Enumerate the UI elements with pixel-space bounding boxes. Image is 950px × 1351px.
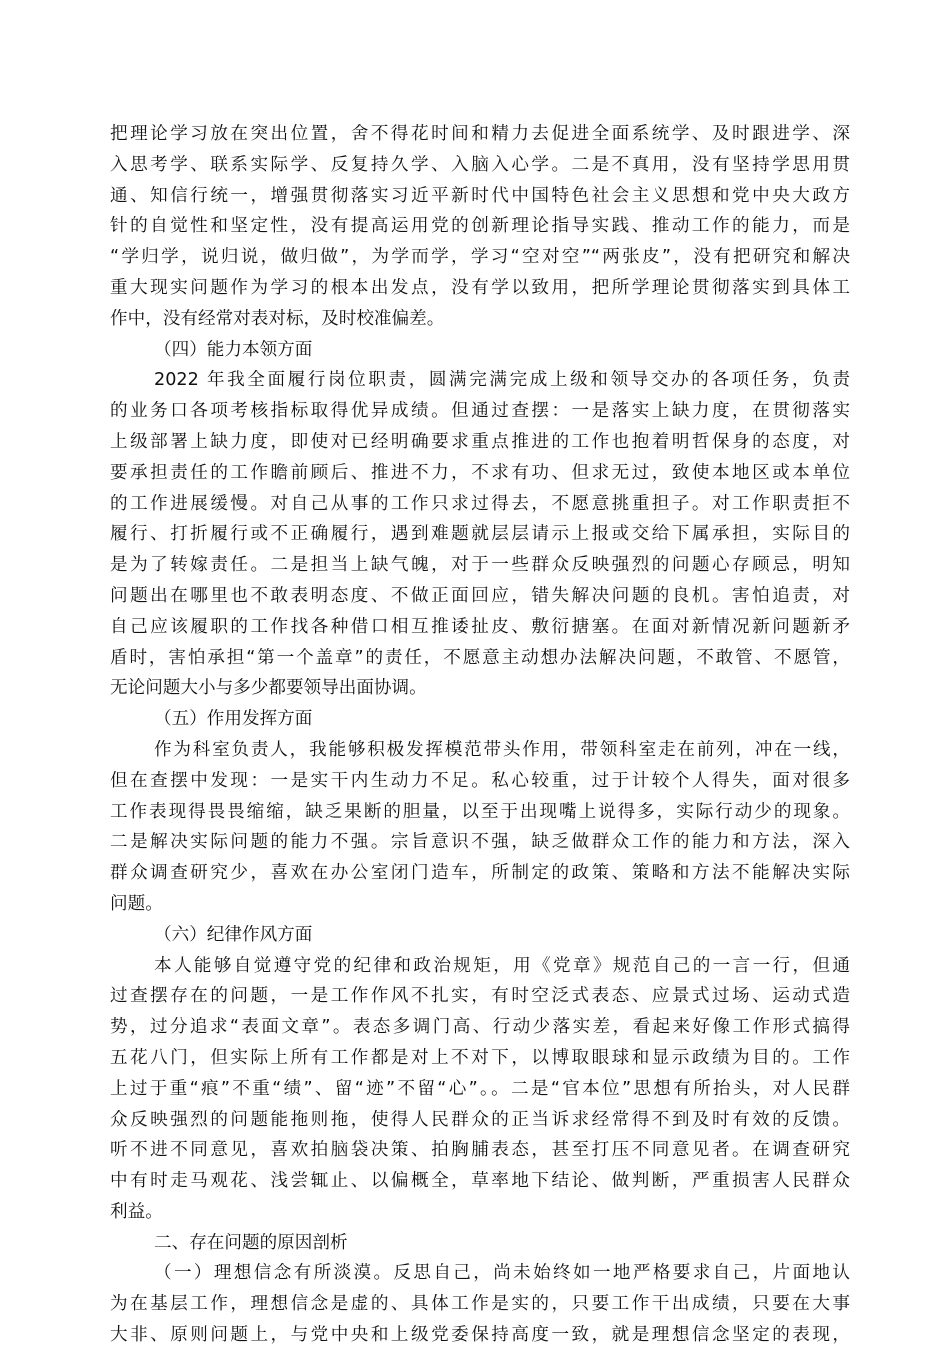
- text-line: 本人能够自觉遵守党的纪律和政治规矩，用《党章》规范自己的一言一行，但通: [154, 955, 850, 976]
- section-heading: （四）能力本领方面: [154, 339, 313, 360]
- document-body: [110, 119, 850, 1351]
- text-line: 但在查摆中发现：一是实干内生动力不足。私心较重，过于计较个人得失，面对很多: [110, 770, 850, 791]
- text-line: 的业务口各项考核指标取得优异成绩。但通过查摆：一是落实上缺力度，在贯彻落实: [110, 401, 850, 422]
- text-line: 自己应该履职的工作找各种借口相互推诿扯皮、敷衍搪塞。在面对新情况新问题新矛: [110, 616, 850, 637]
- text-line: 工作表现得畏畏缩缩，缺乏果断的胆量，以至于出现嘴上说得多，实际行动少的现象。: [110, 801, 850, 822]
- text-line: 五花八门，但实际上所有工作都是对上不对下，以博取眼球和显示政绩为目的。工作: [110, 1047, 850, 1068]
- part-heading: 二、存在问题的原因剖析: [154, 1232, 348, 1253]
- text-line: 众反映强烈的问题能拖则拖，使得人民群众的正当诉求经常得不到及时有效的反馈。: [110, 1109, 850, 1130]
- text-line: 听不进不同意见，喜欢拍脑袋决策、拍胸脯表态，甚至打压不同意见者。在调查研究: [110, 1140, 850, 1161]
- text-line: 势，过分追求“表面文章”。表态多调门高、行动少落实差，看起来好像工作形式搞得: [110, 1017, 850, 1038]
- text-line: 利益。: [110, 1201, 163, 1222]
- text-line: 要承担责任的工作瞻前顾后、推进不力，不求有功、但求无过，致使本地区或本单位: [110, 462, 850, 483]
- text-line: 过查摆存在的问题，一是工作作风不扎实，有时空泛式表态、应景式过场、运动式造: [110, 986, 850, 1007]
- text-line: 群众调查研究少，喜欢在办公室闭门造车，所制定的政策、策略和方法不能解决实际: [110, 863, 850, 884]
- section-6-paragraph: [110, 951, 850, 1228]
- section-heading: （六）纪律作风方面: [154, 924, 313, 945]
- text-line: 无论问题大小与多少都要领导出面协调。: [110, 678, 427, 699]
- text-line: 问题出在哪里也不敢表明态度、不做正面回应，错失解决问题的良机。害怕追责，对: [110, 585, 850, 606]
- text-line: 入思考学、联系实际学、反复持久学、入脑入心学。二是不真用，没有坚持学思用贯: [110, 154, 850, 175]
- text-line: 上级部署上缺力度，即使对已经明确要求重点推进的工作也抱着明哲保身的态度，对: [110, 431, 850, 452]
- text-line: 大非、原则问题上，与党中央和上级党委保持高度一致，就是理想信念坚定的表现，: [110, 1325, 850, 1346]
- text-line: 针的自觉性和坚定性，没有提高运用党的创新理论指导实践、推动工作的能力，而是: [110, 216, 850, 237]
- section-5-paragraph: [110, 735, 850, 920]
- text-line: 把理论学习放在突出位置，舍不得花时间和精力去促进全面系统学、及时跟进学、深: [110, 124, 850, 144]
- text-line: 问题。: [110, 893, 163, 914]
- text-line: 2022 年我全面履行岗位职责，圆满完满完成上级和领导交办的各项任务，负责: [154, 370, 850, 391]
- text-line: 上过于重“痕”不重“绩”、留“迹”不留“心”。。二是“官本位”思想有所抬头，对人民群: [110, 1078, 850, 1099]
- text-line: 重大现实问题作为学习的根本出发点，没有学以致用，把所学理论贯彻落实到具体工: [110, 277, 850, 298]
- text-line: 履行、打折履行或不正确履行，遇到难题就层层请示上报或交给下属承担，实际目的: [110, 524, 850, 545]
- text-line: 盾时，害怕承担“第一个盖章”的责任，不愿意主动想办法解决问题，不敢管、不愿管，: [110, 647, 850, 668]
- text-line: 是为了转嫁责任。二是担当上缺气魄，对于一些群众反映强烈的问题心存顾忌，明知: [110, 555, 850, 576]
- section-4-paragraph: [110, 365, 850, 704]
- paragraph-continued: [110, 119, 850, 335]
- part-2-paragraph: [110, 1258, 850, 1350]
- text-line: （一）理想信念有所淡漠。反思自己，尚未始终如一地严格要求自己，片面地认: [154, 1263, 850, 1284]
- text-line: 作为科室负责人，我能够积极发挥模范带头作用，带领科室走在前列，冲在一线，: [154, 739, 850, 760]
- text-line: “学归学，说归说，做归做”，为学而学，学习“空对空”“两张皮”，没有把研究和解决: [110, 247, 850, 268]
- text-line: 中有时走马观花、浅尝辄止、以偏概全，草率地下结论、做判断，严重损害人民群众: [110, 1171, 850, 1192]
- text-line: 的工作进展缓慢。对自己从事的工作只求过得去，不愿意挑重担子。对工作职责拒不: [110, 493, 850, 514]
- section-heading: （五）作用发挥方面: [154, 709, 313, 730]
- text-line: 为在基层工作，理想信念是虚的、具体工作是实的，只要工作干出成绩，只要在大事: [110, 1294, 850, 1315]
- text-line: 通、知信行统一，增强贯彻落实习近平新时代中国特色社会主义思想和党中央大政方: [110, 185, 850, 206]
- text-line: 作中，没有经常对表对标，及时校准偏差。: [110, 308, 445, 329]
- text-line: 二是解决实际问题的能力不强。宗旨意识不强，缺乏做群众工作的能力和方法，深入: [110, 832, 850, 853]
